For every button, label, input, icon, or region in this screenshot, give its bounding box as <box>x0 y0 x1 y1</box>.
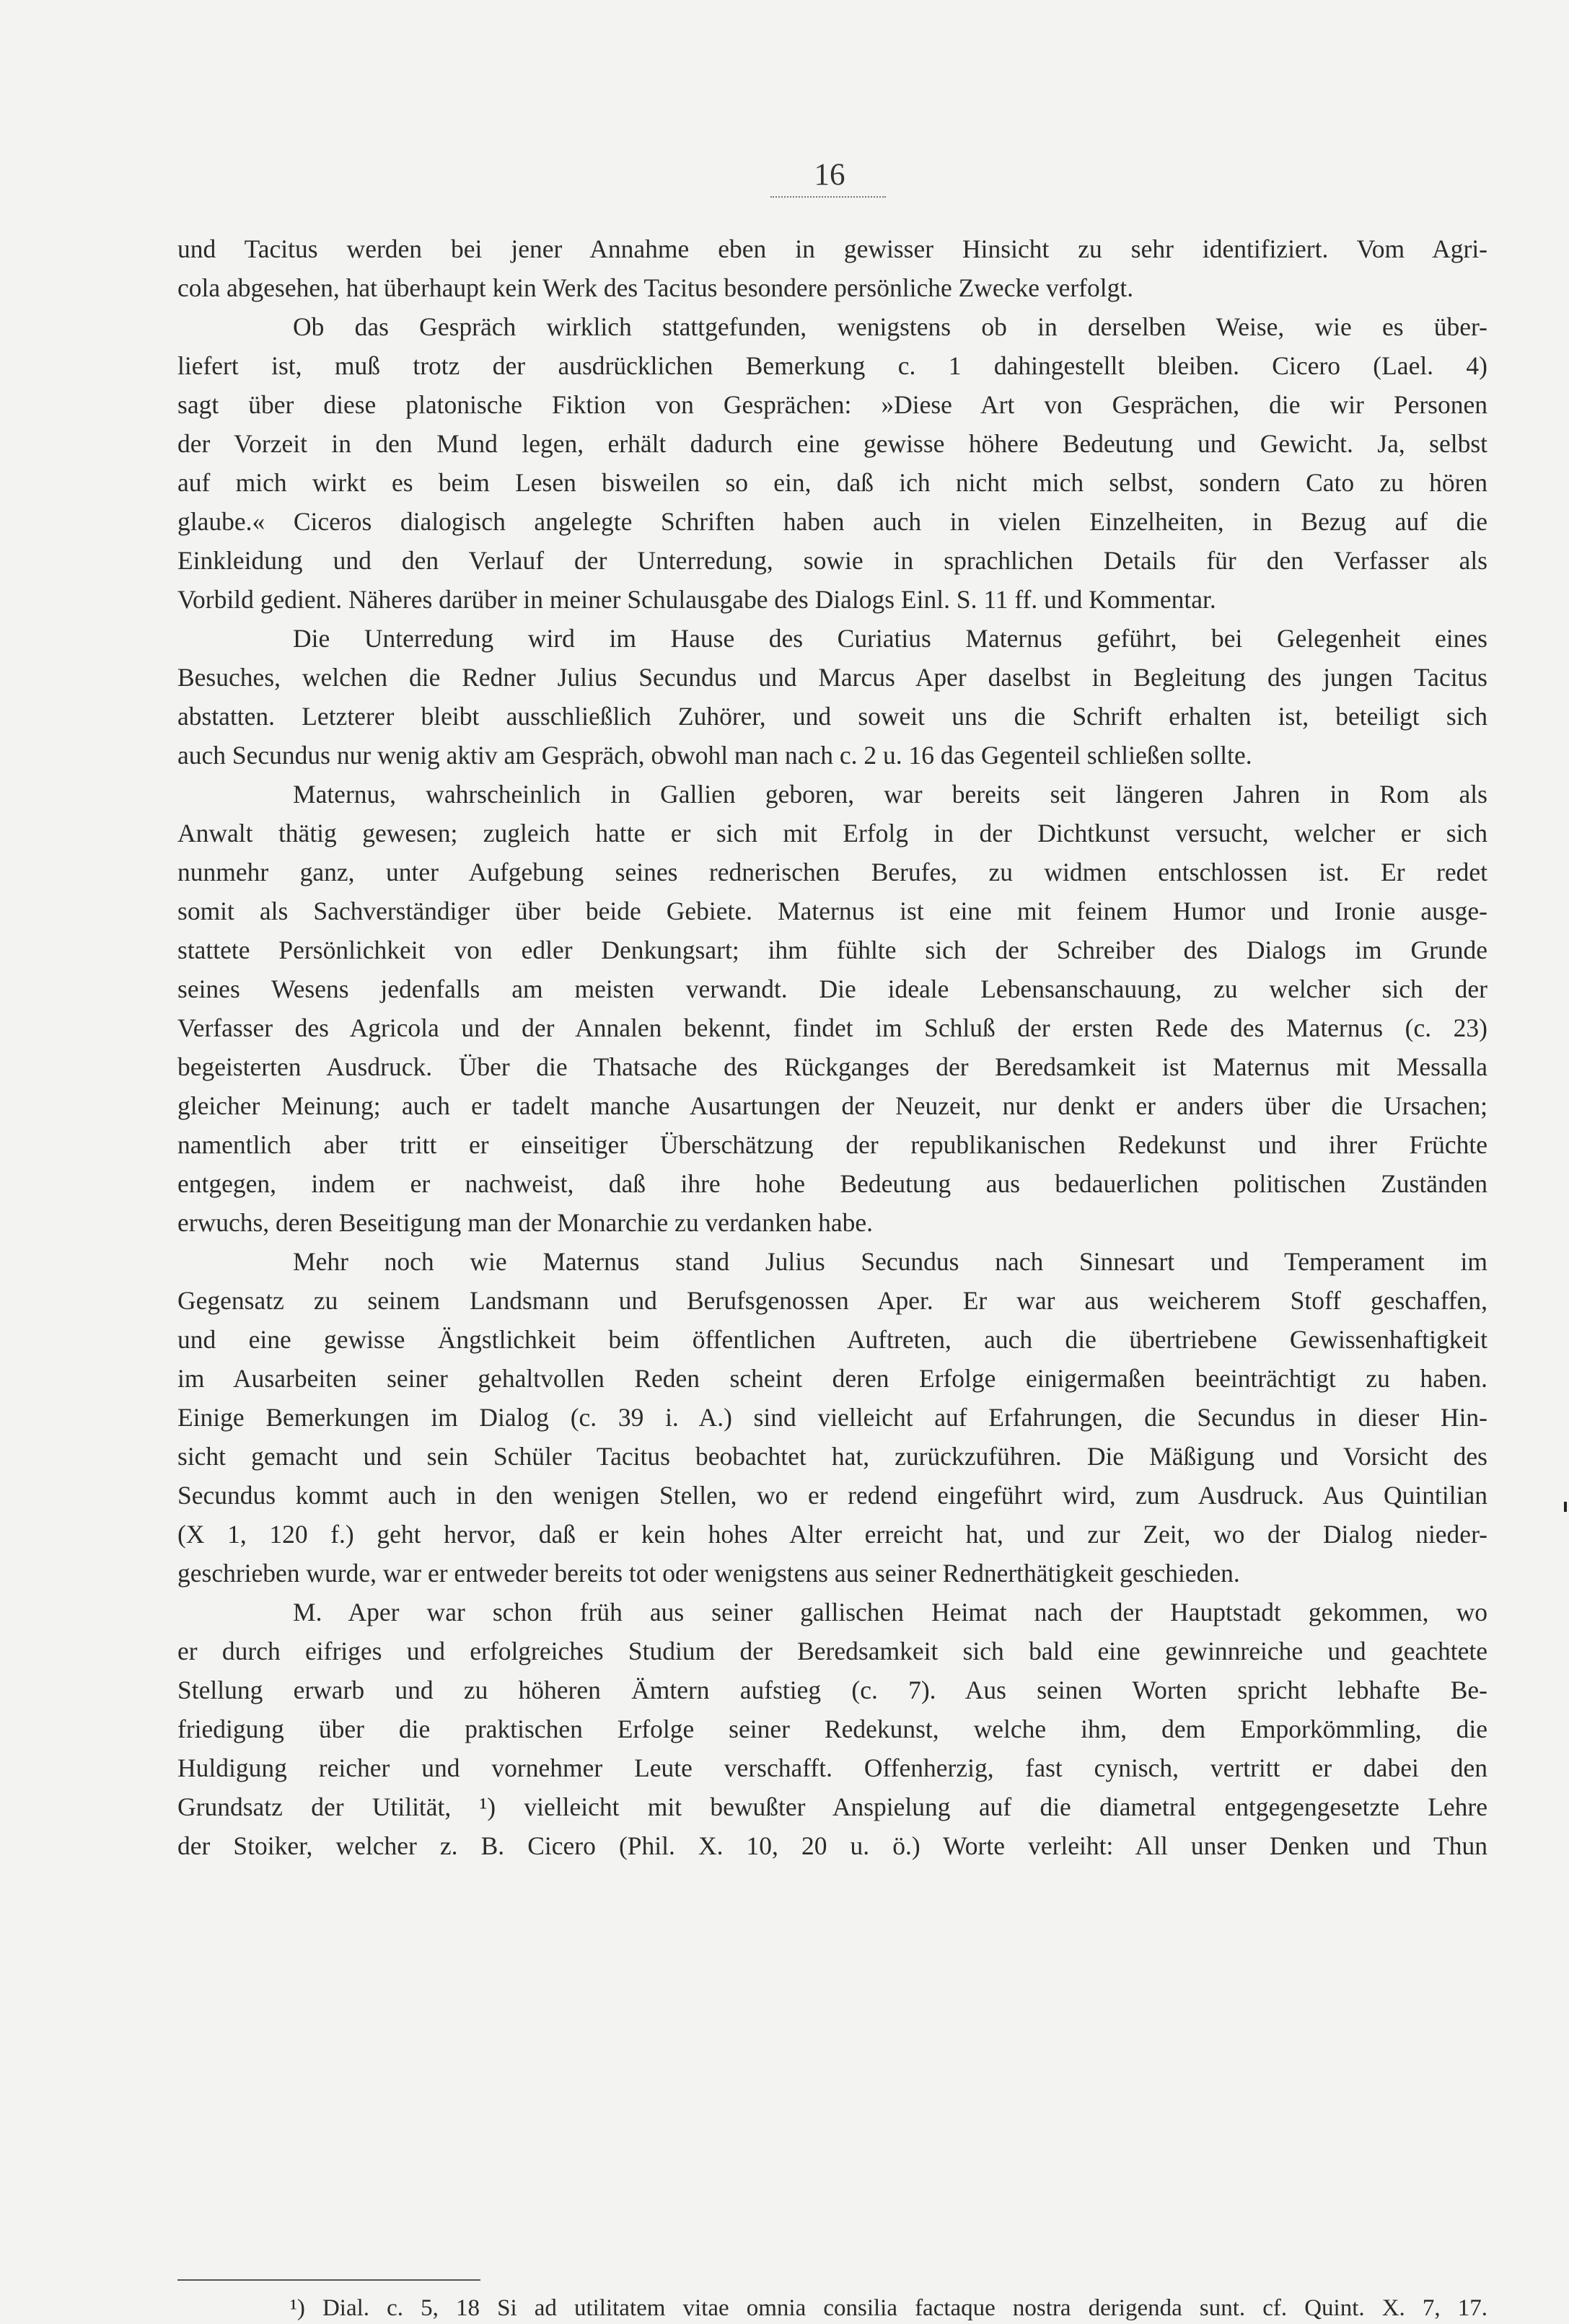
text-line: M. Aper war schon früh aus seiner gallischen Heimat nach der Hauptstadt gekommen, wo <box>293 1598 1487 1627</box>
footnote-divider <box>177 2279 480 2281</box>
text-line: auf mich wirkt es beim Lesen bisweilen so ein, daß ich nicht mich selbst, sondern Cato zu hören <box>177 468 1487 497</box>
footnote: ¹) Dial. c. 5, 18 Si ad utilitatem vitae omnia consilia factaque nostra derigenda sunt. cf. Quint. X. 7, 17. <box>290 2295 1487 2321</box>
text-line: Grundsatz der Utilität, ¹) vielleicht mit bewußter Anspielung auf die diametral entgegengesetzte Lehre <box>177 1792 1487 1821</box>
text-line: begeisterten Ausdruck. Über die Thatsache des Rückganges der Beredsamkeit ist Maternus mit Messalla <box>177 1052 1487 1081</box>
text-line: und Tacitus werden bei jener Annahme eben in gewisser Hinsicht zu sehr identifiziert. Vom Agri- <box>177 234 1487 263</box>
text-line: nunmehr ganz, unter Aufgebung seines rednerischen Berufes, zu widmen entschlossen ist. Er redet <box>177 858 1487 886</box>
text-line: Mehr noch wie Maternus stand Julius Secundus nach Sinnesart und Temperament im <box>293 1247 1487 1276</box>
text-line: gleicher Meinung; auch er tadelt manche Ausartungen der Neuzeit, nur denkt er anders über die Ursachen; <box>177 1091 1487 1120</box>
text-line: Einige Bemerkungen im Dialog (c. 39 i. A.) sind vielleicht auf Erfahrungen, die Secundus in dieser Hin- <box>177 1403 1487 1432</box>
text-line: glaube.« Ciceros dialogisch angelegte Schriften haben auch in vielen Einzelheiten, in Bezug auf die <box>177 507 1487 536</box>
page-number: 16 <box>814 158 845 192</box>
text-line: Ob das Gespräch wirklich stattgefunden, wenigstens ob in derselben Weise, wie es über- <box>293 312 1487 341</box>
text-line: abstatten. Letzterer bleibt ausschließlich Zuhörer, und soweit uns die Schrift erhalten ist, beteiligt sich <box>177 702 1487 731</box>
page-number-ornament <box>770 196 886 198</box>
text-line: Die Unterredung wird im Hause des Curiatius Maternus geführt, bei Gelegenheit eines <box>293 624 1487 653</box>
text-line: Besuches, welchen die Redner Julius Secundus und Marcus Aper daselbst in Begleitung des jungen Tacitus <box>177 663 1487 692</box>
text-line: erwuchs, deren Beseitigung man der Monarchie zu verdanken habe. <box>177 1208 874 1237</box>
text-line: sicht gemacht und sein Schüler Tacitus beobachtet hat, zurückzuführen. Die Mäßigung und Vorsicht des <box>177 1442 1487 1471</box>
text-line: Vorbild gedient. Näheres darüber in meiner Schulausgabe des Dialogs Einl. S. 11 ff. und Kommentar. <box>177 585 1216 614</box>
text-line: seines Wesens jedenfalls am meisten verwandt. Die ideale Lebensanschauung, zu welcher sich der <box>177 974 1487 1003</box>
text-line: Stellung erwarb und zu höheren Ämtern aufstieg (c. 7). Aus seinen Worten spricht lebhafte Be- <box>177 1676 1487 1704</box>
text-line: cola abgesehen, hat überhaupt kein Werk des Tacitus besondere persönliche Zwecke verfolgt. <box>177 273 1134 302</box>
text-line: Einkleidung und den Verlauf der Unterredung, sowie in sprachlichen Details für den Verfasser als <box>177 546 1487 575</box>
text-line: der Vorzeit in den Mund legen, erhält dadurch eine gewisse höhere Bedeutung und Gewicht. Ja, selbst <box>177 429 1487 458</box>
text-line: Huldigung reicher und vornehmer Leute verschafft. Offenherzig, fast cynisch, vertritt er dabei den <box>177 1753 1487 1782</box>
text-line: entgegen, indem er nachweist, daß ihre hohe Bedeutung aus bedauerlichen politischen Zuständen <box>177 1169 1487 1198</box>
text-line: namentlich aber tritt er einseitiger Überschätzung der republikanischen Redekunst und ihrer Früchte <box>177 1130 1487 1159</box>
margin-mark <box>1564 1502 1567 1512</box>
text-line: auch Secundus nur wenig aktiv am Gespräch, obwohl man nach c. 2 u. 16 das Gegenteil schließen sollte. <box>177 741 1252 770</box>
text-line: Maternus, wahrscheinlich in Gallien geboren, war bereits seit längeren Jahren in Rom als <box>293 780 1487 809</box>
text-line: der Stoiker, welcher z. B. Cicero (Phil. X. 10, 20 u. ö.) Worte verleiht: All unser Denken und Thun <box>177 1831 1487 1860</box>
text-line: Anwalt thätig gewesen; zugleich hatte er sich mit Erfolg in der Dichtkunst versucht, welcher er sich <box>177 819 1487 848</box>
text-line: friedigung über die praktischen Erfolge seiner Redekunst, welche ihm, dem Emporkömmling, die <box>177 1715 1487 1743</box>
text-line: im Ausarbeiten seiner gehaltvollen Reden scheint deren Erfolge einigermaßen beeinträchtigt zu haben. <box>177 1364 1487 1393</box>
text-line: stattete Persönlichkeit von edler Denkungsart; ihm fühlte sich der Schreiber des Dialogs im Grunde <box>177 936 1487 964</box>
text-line: er durch eifriges und erfolgreiches Studium der Beredsamkeit sich bald eine gewinnreiche und geachtete <box>177 1637 1487 1665</box>
text-line: Secundus kommt auch in den wenigen Stellen, wo er redend eingeführt wird, zum Ausdruck. Aus Quintilian <box>177 1481 1487 1510</box>
text-line: Verfasser des Agricola und der Annalen bekennt, findet im Schluß der ersten Rede des Maternus (c. 23) <box>177 1013 1487 1042</box>
text-line: und eine gewisse Ängstlichkeit beim öffentlichen Auftreten, auch die übertriebene Gewissenhaftigkeit <box>177 1325 1487 1354</box>
text-line: Gegensatz zu seinem Landsmann und Berufsgenossen Aper. Er war aus weicherem Stoff geschaffen, <box>177 1286 1487 1315</box>
text-line: liefert ist, muß trotz der ausdrücklichen Bemerkung c. 1 dahingestellt bleiben. Cicero (Lael. 4) <box>177 351 1487 380</box>
text-line: somit als Sachverständiger über beide Gebiete. Maternus ist eine mit feinem Humor und Ironie ausge- <box>177 897 1487 925</box>
body-text <box>177 229 1487 1865</box>
text-line: sagt über diese platonische Fiktion von Gesprächen: »Diese Art von Gesprächen, die wir Personen <box>177 390 1487 419</box>
text-line: geschrieben wurde, war er entweder bereits tot oder wenigstens aus seiner Rednerthätigkeit geschieden. <box>177 1559 1240 1588</box>
text-line: (X 1, 120 f.) geht hervor, daß er kein hohes Alter erreicht hat, und zur Zeit, wo der Dialog nieder- <box>177 1520 1487 1549</box>
